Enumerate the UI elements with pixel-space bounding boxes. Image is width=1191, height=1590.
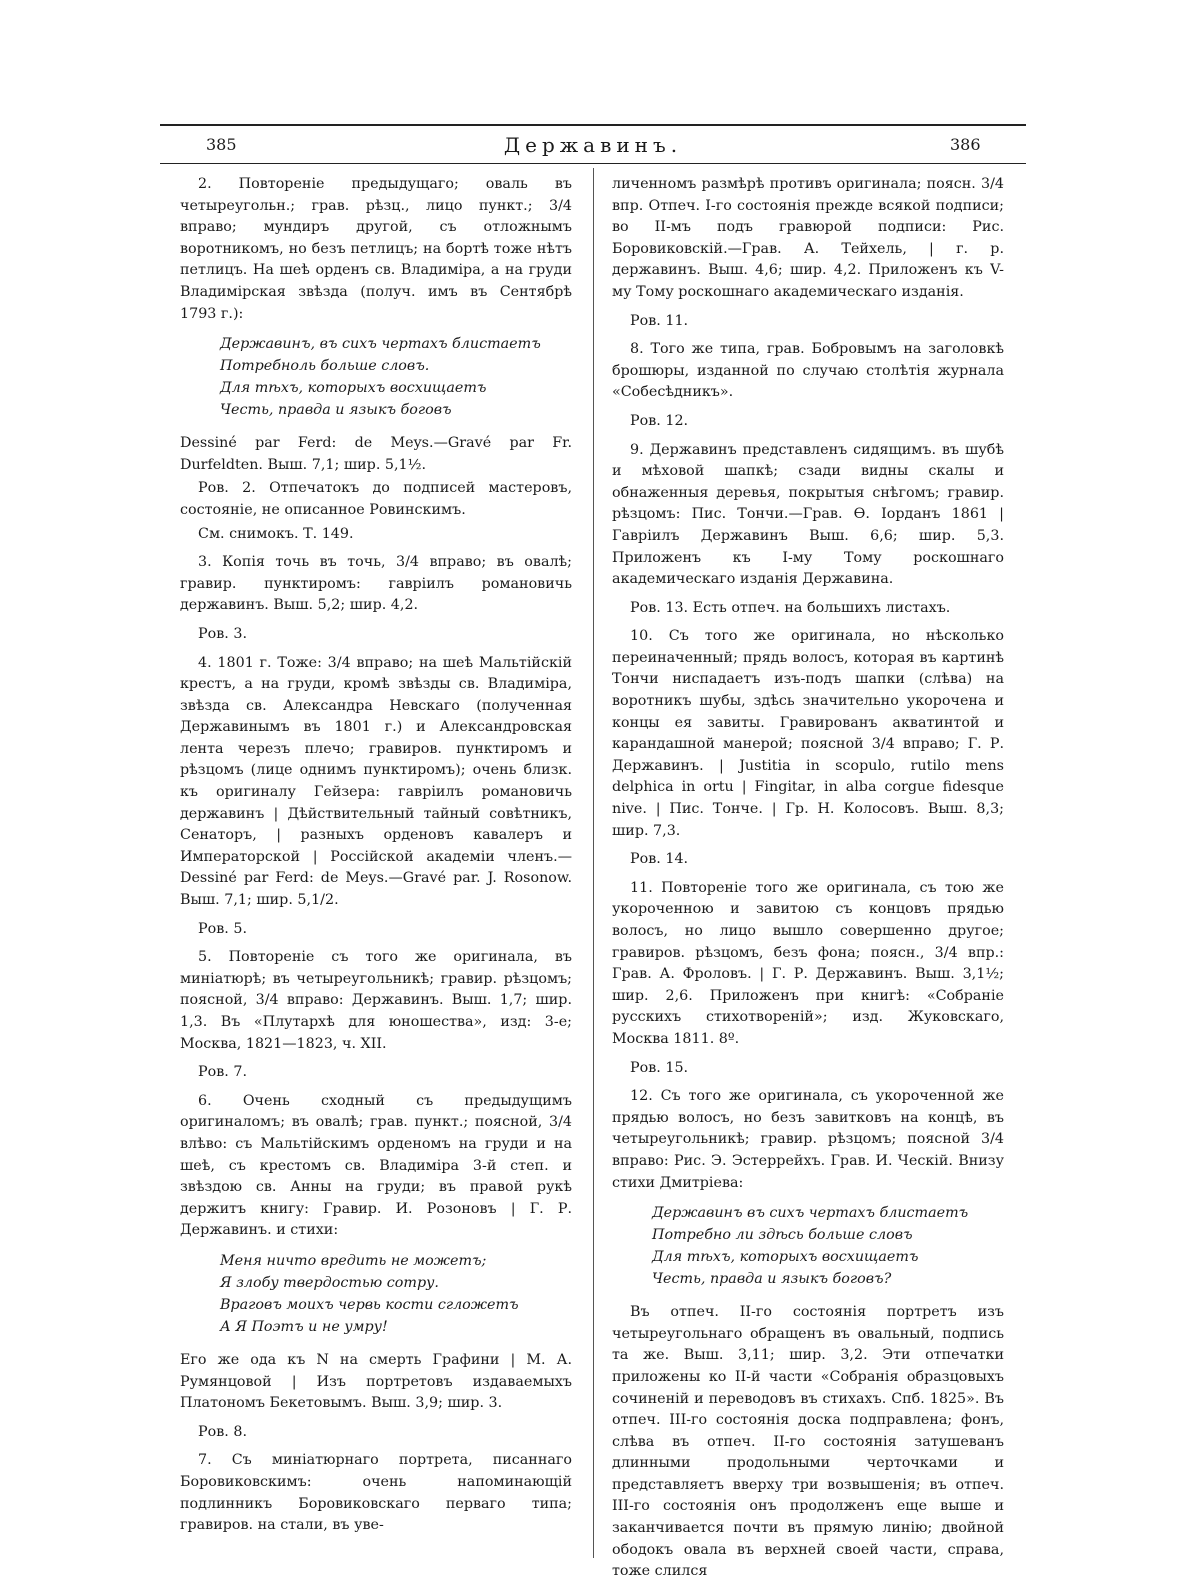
verse-line: Державинъ, въ сихъ чертахъ блистаетъ	[220, 336, 541, 353]
column-divider	[593, 168, 594, 1558]
entry-2-note: Ров. 2. Отпечатокъ до подписей мастеровъ, состояніе, не описанное Ровинскимъ.	[180, 480, 572, 518]
verse-line: Я злобу твердостью сотру.	[220, 1274, 439, 1291]
entry-2: 2. Повтореніе предыдущаго; оваль въ четыреугольн.; грав. рѣзц., лицо пункт.; 3/4 вправо; мундиръ другой, съ отложнымъ воротникомъ, но безъ петлицъ; на бортѣ тоже нѣтъ петлицъ. На шеѣ орденъ св. Владиміра, а на груди Владимірская звѣзда (получ. имъ въ Сентябрѣ 1793 г.):	[180, 176, 572, 322]
rov-reference: Ров. 5.	[198, 920, 248, 937]
verse-1	[220, 333, 572, 421]
right-column	[612, 174, 1004, 1590]
entry-12-states: Въ отпеч. II-го состоянія портретъ изъ четыреугольнаго обращенъ въ овальный, подпись та же. Выш. 3,11; шир. 3,2. Эти отпечатки приложены ко II-й части «Собранія образцовыхъ сочиненій и переводовъ въ стихахъ. Спб. 1825». Въ отпеч. III-го состоянія доска подправлена; фонъ, слѣва въ отпеч. II-го состоянія затушеванъ длинными продольными черточками и представляетъ вверху три возвышенія; въ отпеч. III-го состоянія онъ продолженъ еще выше и заканчивается почти въ прямую линію; двойной ободокъ овала въ верхней своей части, справа, тоже слился	[612, 1304, 1004, 1580]
entry-2-caption: Dessiné par Ferd: de Meys.—Gravé par Fr. Durfeldten. Выш. 7,1; шир. 5,1½.	[180, 435, 572, 473]
rov-reference: Ров. 11.	[630, 312, 689, 329]
entry-2-see: См. снимокъ. Т. 149.	[198, 525, 354, 542]
entry-7-continued: личенномъ размѣрѣ противъ оригинала; поясн. 3/4 впр. Отпеч. I-го состоянія прежде всякой подписи; во II-мъ подъ гравюрой подписи: Рис. Боровиковскій.—Грав. А. Тейхель, | г. р. державинъ. Выш. 4,6; шир. 4,2. Приложенъ къ V-му Тому роскошнаго академическаго изданія.	[612, 176, 1004, 300]
verse-2	[220, 1250, 572, 1338]
verse-line: Враговъ моихъ червь кости сгложетъ	[220, 1296, 519, 1313]
entry-5: 5. Повтореніе съ того же оригинала, въ миніатюрѣ; въ четыреугольникѣ; гравир. рѣзцомъ; поясной, 3/4 вправо: Державинъ. Выш. 1,7; шир. 1,3. Въ «Плутархѣ для юношества», изд: 3-е; Москва, 1821—1823, ч. XII.	[180, 949, 572, 1052]
verse-line: Меня ничто вредить не можетъ;	[220, 1252, 487, 1269]
rov-reference: Ров. 14.	[630, 851, 689, 868]
rov-reference: Ров. 7.	[198, 1064, 248, 1081]
verse-line: Для тѣхъ, которыхъ восхищаетъ	[220, 380, 487, 397]
entry-11: 11. Повтореніе того же оригинала, съ тою же укороченною и завитою съ концовъ прядью волосъ, но лицо вышло совершенно другое; гравиров. рѣзцомъ, безъ фона; поясн., 3/4 впр.: Грав. А. Фроловъ. | Г. Р. Державинъ. Выш. 3,1½; шир. 2,6. Приложенъ при книгѣ: «Собраніе русскихъ стихотвореній»; изд. Жуковскаго, Москва 1811. 8º.	[612, 879, 1004, 1047]
rov-reference: Ров. 15.	[630, 1059, 689, 1076]
entry-8: 8. Того же типа, грав. Бобровымъ на заголовкѣ брошюры, изданной по случаю столѣтія журнала «Собесѣдникъ».	[612, 341, 1004, 401]
entry-6: 6. Очень сходный съ предыдущимъ оригиналомъ; въ овалѣ; грав. пункт.; поясной, 3/4 влѣво: съ Мальтійскимъ орденомъ на груди и на шеѣ, съ крестомъ св. Владиміра 3-й степ. и звѣздою св. Анны на груди; въ правой рукѣ держитъ книгу: Гравир. И. Розоновъ | Г. Р. Державинъ. и стихи:	[180, 1092, 572, 1239]
verse-3	[652, 1202, 1004, 1290]
entry-9: 9. Державинъ представленъ сидящимъ. въ шубѣ и мѣховой шапкѣ; сзади видны скалы и обнаженныя деревья, покрытыя снѣгомъ; гравир. рѣзцомъ: Пис. Тончи.—Грав. Ѳ. Іорданъ 1861 | Гавріилъ Державинъ Выш. 6,6; шир. 5,3. Приложенъ къ I-му Тому роскошнаго академическаго изданія Державина.	[612, 441, 1004, 588]
verse-line: Державинъ въ сихъ чертахъ блистаетъ	[652, 1205, 969, 1222]
rov-reference: Ров. 3.	[198, 625, 248, 642]
verse-line: Потребноль больше словъ.	[220, 358, 430, 375]
rov-reference: Ров. 13. Есть отпеч. на большихъ листахъ.	[630, 599, 951, 616]
entry-12: 12. Съ того же оригинала, съ укороченной же прядью волосъ, но безъ завитковъ на концѣ, въ четыреугольникѣ; гравир. рѣзцомъ; поясной 3/4 вправо: Рис. Э. Эстеррейхъ. Грав. И. Ческій. Внизу стихи Дмитріева:	[612, 1088, 1004, 1191]
rov-reference: Ров. 12.	[630, 412, 689, 429]
page-number-right: 386	[950, 135, 981, 154]
verse-line: Честь, правда и языкъ боговъ	[220, 402, 452, 419]
rov-reference: Ров. 8.	[198, 1423, 248, 1440]
running-title: Державинъ.	[503, 133, 683, 157]
entry-3: 3. Копія точь въ точь, 3/4 вправо; въ овалѣ; гравир. пунктиромъ: гавріилъ романовичь державинъ. Выш. 5,2; шир. 4,2.	[180, 554, 572, 614]
left-column	[180, 174, 572, 1544]
verse-line: Для тѣхъ, которыхъ восхищаетъ	[652, 1249, 919, 1266]
entry-7: 7. Съ миніатюрнаго портрета, писаннаго Боровиковскимъ: очень напоминающій подлинникъ Боровиковскаго перваго типа; гравиров. на стали, въ уве-	[180, 1452, 572, 1534]
header-rule	[160, 163, 1026, 164]
entry-10: 10. Съ того же оригинала, но нѣсколько переиначенный; прядь волосъ, которая въ картинѣ Тончи ниспадаетъ изъ-подъ шапки (слѣва) на воротникъ шубы, здѣсь значительно укорочена и концы ея завиты. Гравированъ акватинтой и карандашной манерой; поясной 3/4 вправо; Г. Р. Державинъ. | Justitia in scopulo, rutilo mens delphica in ortu | Fingitar, in alba corgue fidesque nive. | Пис. Тонче. | Гр. Н. Колосовъ. Выш. 8,3; шир. 7,3.	[612, 628, 1004, 839]
verse-line: Потребно ли здѣсь больше словъ	[652, 1227, 913, 1244]
verse-line: Честь, правда и языкъ боговъ?	[652, 1271, 892, 1288]
top-rule	[160, 124, 1026, 126]
page-number-left: 385	[206, 135, 237, 154]
entry-4: 4. 1801 г. Тоже: 3/4 вправо; на шеѣ Мальтійскій крестъ, а на груди, кромѣ звѣзды св. Владиміра, звѣзда св. Александра Невскаго (полученная Державинымъ въ 1801 г.) и Александровская лента черезъ плечо; гравиров. пунктиромъ и рѣзцомъ (лице однимъ пунктиромъ); очень близк. къ оригиналу Гейзера: гавріилъ романовичь державинъ | Дѣйствительный тайный совѣтникъ, Сенаторъ, | разныхъ орденовъ кавалеръ и Императорской | Россійской академіи членъ.—Dessiné par Ferd: de Meys.—Gravé par. J. Rosonow. Выш. 7,1; шир. 5,1/2.	[180, 654, 572, 909]
entry-6-caption: Его же ода къ N на смерть Графини | М. А. Румянцовой | Изъ портретовъ издаваемыхъ Платономъ Бекетовымъ. Выш. 3,9; шир. 3.	[180, 1351, 572, 1412]
verse-line: А Я Поэтъ и не умру!	[220, 1318, 388, 1335]
